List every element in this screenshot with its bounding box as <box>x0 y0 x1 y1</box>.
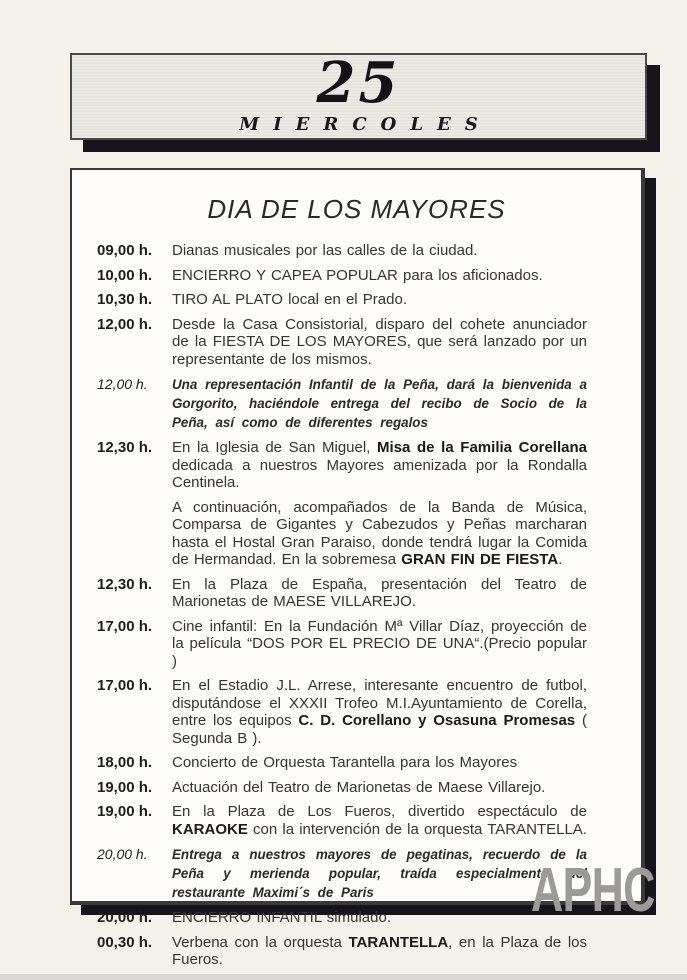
schedule-entry <box>97 316 587 369</box>
entry-time: 12,30 h. <box>97 575 153 593</box>
schedule-entry <box>97 677 587 747</box>
entry-text: Entrega a nuestros mayores de pegatinas, recuerdo de la Peña y merienda popular, traída especialmente del restaurante Maximi´s de Paris <box>172 847 587 900</box>
entry-text: En la Plaza de España, presentación del Teatro de Marionetas de MAESE VILLAREJO. <box>172 575 587 610</box>
entry-text: ENCIERRO Y CAPEA POPULAR para los aficionados. <box>172 266 543 284</box>
schedule-entry <box>97 754 587 772</box>
day-name: MIERCOLES <box>239 113 492 135</box>
program-box <box>70 168 645 968</box>
schedule-entry <box>97 803 587 838</box>
entry-text: Desde la Casa Consistorial, disparo del cohete anunciador de la FIESTA DE LOS MAYORES, que será lanzado por un representante de los mismos. <box>172 315 587 368</box>
schedule-entry <box>97 499 587 569</box>
entry-time: 17,00 h. <box>97 617 153 635</box>
schedule-entry <box>97 439 587 492</box>
schedule-entry <box>97 909 587 927</box>
schedule-entry <box>97 779 587 797</box>
entry-time: 12,30 h. <box>97 439 153 456</box>
entry-text: Concierto de Orquesta Tarantella para los Mayores <box>172 754 518 771</box>
entry-text: TIRO AL PLATO local en el Prado. <box>172 291 407 308</box>
schedule-list <box>97 242 587 969</box>
entry-time: 12,00 h. <box>97 376 148 392</box>
entry-time: 10,30 h. <box>97 291 153 308</box>
schedule-entry <box>97 291 587 309</box>
entry-text: En la Iglesia de San Miguel, Misa de la Familia Corellana dedicada a nuestros Mayores amenizada por la Rondalla Centinela. <box>172 439 587 491</box>
entry-time: 09,00 h. <box>97 242 153 259</box>
entry-time: 19,00 h. <box>97 803 153 820</box>
entry-time: 17,00 h. <box>97 677 153 694</box>
entry-time: 10,00 h. <box>97 266 153 284</box>
entry-text: Verbena con la orquesta TARANTELLA, en la Plaza de los Fueros. <box>172 933 587 968</box>
schedule-entry <box>97 845 587 902</box>
schedule-entry <box>97 618 587 671</box>
entry-text: En el Estadio J.L. Arrese, interesante encuentro de futbol, disputándose el XXXII Trofeo M.I.Ayuntamiento de Corella, entre los equipos C. D. Corellano y Osasuna Promesas ( Segunda B ). <box>172 677 587 747</box>
schedule-entry <box>97 267 587 285</box>
page-title: DIA DE LOS MAYORES <box>207 194 506 224</box>
entry-text: ENCIERRO INFANTIL simulado. <box>172 909 391 926</box>
schedule-entry <box>97 242 587 260</box>
entry-time: 18,00 h. <box>97 754 153 771</box>
entry-text: Cine infantil: En la Fundación Mª Villar Díaz, proyección de la película “DOS POR EL PRECIO DE UNA“.(Precio popular ) <box>172 617 587 670</box>
entry-time: 00,30 h. <box>97 933 153 951</box>
date-header-box <box>70 50 647 140</box>
schedule-entry <box>97 576 587 611</box>
day-number: 25 <box>316 50 401 117</box>
entry-time: 20,00 h. <box>97 909 153 926</box>
schedule-entry <box>97 934 587 969</box>
entry-text: Una representación Infantil de la Peña, dará la bienvenida a Gorgorito, haciéndole entrega del recibo de Socio de la Peña, así como de diferentes regalos <box>172 377 587 430</box>
entry-text: A continuación, acompañados de la Banda de Música, Comparsa de Gigantes y Cabezudos y Peñas marcharan hasta el Hostal Gran Paraiso, donde tendrá lugar la Comida de Hermandad. En la sobremesa GRAN FIN DE FIESTA. <box>172 498 587 568</box>
schedule-entry <box>97 375 587 432</box>
entry-time: 19,00 h. <box>97 778 153 796</box>
page-edge <box>0 974 687 980</box>
aphc-watermark: APHC <box>531 856 655 925</box>
entry-text: En la Plaza de Los Fueros, divertido espectáculo de KARAOKE con la intervención de la orquesta TARANTELLA. <box>172 803 587 838</box>
entry-time: 20,00 h. <box>97 846 148 862</box>
entry-text: Actuación del Teatro de Marionetas de Maese Villarejo. <box>172 778 546 796</box>
entry-time: 12,00 h. <box>97 315 153 333</box>
entry-text: Dianas musicales por las calles de la ciudad. <box>172 242 478 259</box>
